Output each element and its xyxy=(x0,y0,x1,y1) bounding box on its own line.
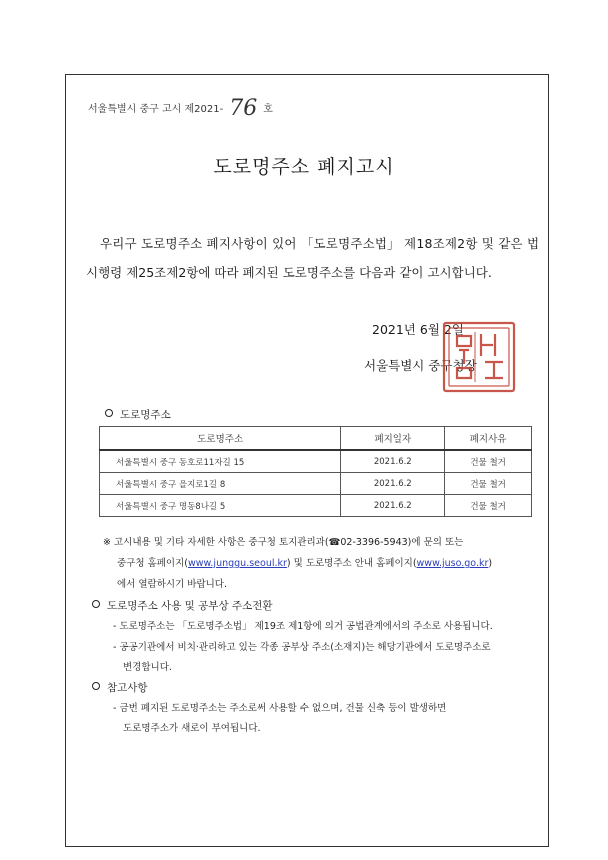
section-address-heading xyxy=(105,407,171,422)
table-header-row xyxy=(100,427,532,451)
note-line-2-part-a: 중구청 홈페이지( xyxy=(117,558,188,569)
reference-item-1-line-2: 도로명주소가 새로이 부여됩니다. xyxy=(123,723,261,734)
cell-reason: 건물 철거 xyxy=(445,495,532,517)
notice-number-line xyxy=(88,96,273,121)
cell-address: 서울특별시 중구 을지로1길 8 xyxy=(100,473,341,495)
column-header-address: 도로명주소 xyxy=(100,427,341,451)
column-header-date: 폐지일자 xyxy=(341,427,445,451)
document-title: 도로명주소 폐지고시 xyxy=(213,156,395,178)
note-line-1-text: 고시내용 및 기타 자세한 사항은 중구청 토지관리과(☎02-3396-5943)에 문의 또는 xyxy=(114,537,464,548)
circle-bullet-icon xyxy=(92,600,100,608)
official-seal-stamp xyxy=(441,320,517,394)
body-text-line-2: 시행령 제25조제2항에 따라 폐지된 도로명주소를 다음과 같이 고시합니다. xyxy=(86,265,492,280)
address-table xyxy=(99,426,532,517)
note-mark: ※ xyxy=(103,537,111,548)
section-reference-heading xyxy=(92,680,148,695)
handwritten-notice-number: 76 xyxy=(229,96,258,121)
transition-item-2-line-1: - 공공기관에서 비치·관리하고 있는 각종 공부상 주소(소재지)는 해당기관에서 도로명주소로 xyxy=(113,642,491,653)
note-line-2 xyxy=(117,555,492,569)
notice-date: 2021년 6월 2일 xyxy=(372,322,464,337)
note-line-1 xyxy=(103,534,463,548)
table-row xyxy=(100,473,532,495)
cell-date: 2021.6.2 xyxy=(341,450,445,473)
note-line-2-part-c: ) xyxy=(488,558,493,569)
cell-address: 서울특별시 중구 명동8나길 5 xyxy=(100,495,341,517)
section-address-heading-text: 도로명주소 xyxy=(120,409,171,421)
notice-prefix: 서울특별시 중구 고시 제2021- xyxy=(88,104,224,115)
section-transition-heading-text: 도로명주소 사용 및 공부상 주소전환 xyxy=(107,600,273,612)
cell-date: 2021.6.2 xyxy=(341,473,445,495)
transition-item-1: - 도로명주소는 「도로명주소법」 제19조 제1항에 의거 공법관계에서의 주소로 사용됩니다. xyxy=(113,621,493,632)
cell-date: 2021.6.2 xyxy=(341,495,445,517)
circle-bullet-icon xyxy=(92,682,100,690)
transition-item-2-line-2: 변경합니다. xyxy=(123,662,172,673)
cell-reason: 건물 철거 xyxy=(445,473,532,495)
section-transition-heading xyxy=(92,598,273,613)
note-line-2-part-b: ) 및 도로명주소 안내 홈페이지( xyxy=(286,558,417,569)
signer-name: 서울특별시 중구청장 xyxy=(364,358,477,373)
body-text-line-1: 우리구 도로명주소 폐지사항이 있어 「도로명주소법」 제18조제2항 및 같은 법 xyxy=(100,236,540,251)
table-row xyxy=(100,450,532,473)
cell-address: 서울특별시 중구 동호로11자길 15 xyxy=(100,450,341,473)
notice-suffix: 호 xyxy=(263,104,273,115)
section-reference-heading-text: 참고사항 xyxy=(107,682,148,694)
junggu-homepage-link[interactable]: www.junggu.seoul.kr xyxy=(187,558,287,569)
juso-homepage-link[interactable]: www.juso.go.kr xyxy=(416,558,489,569)
column-header-reason: 폐지사유 xyxy=(445,427,532,451)
circle-bullet-icon xyxy=(105,409,113,417)
reference-item-1-line-1: - 금번 폐지된 도로명주소는 주소로써 사용할 수 없으며, 건물 신축 등이 발생하면 xyxy=(113,703,447,714)
note-line-3: 에서 열람하시기 바랍니다. xyxy=(117,579,228,590)
table-row xyxy=(100,495,532,517)
cell-reason: 건물 철거 xyxy=(445,450,532,473)
